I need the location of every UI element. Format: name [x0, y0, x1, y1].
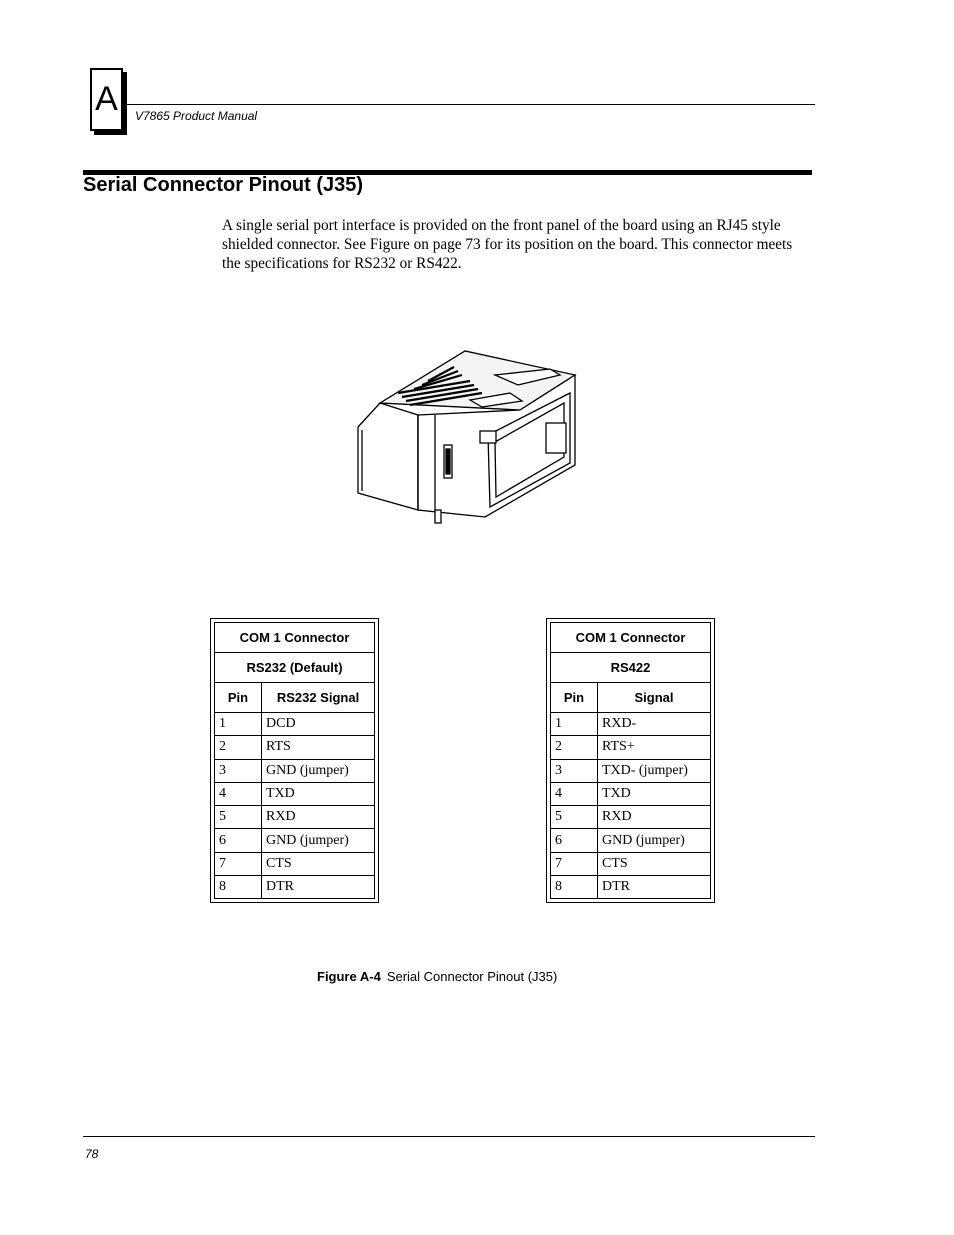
- footer-rule: [83, 1136, 815, 1137]
- table-row: [551, 736, 711, 759]
- signal-cell: GND (jumper): [262, 759, 375, 782]
- rs232-col-pin: Pin: [215, 683, 262, 713]
- signal-cell: RTS: [262, 736, 375, 759]
- table-row: [551, 759, 711, 782]
- pin-cell: 6: [215, 829, 262, 852]
- table-row: [215, 736, 375, 759]
- figure-label: Figure A-4: [317, 969, 381, 984]
- rs232-col-signal: RS232 Signal: [262, 683, 375, 713]
- rs232-table-subtitle: RS232 (Default): [215, 653, 375, 683]
- pin-cell: 4: [551, 782, 598, 805]
- signal-cell: TXD: [262, 782, 375, 805]
- pin-cell: 8: [215, 876, 262, 899]
- signal-cell: DTR: [598, 876, 711, 899]
- table-row: [551, 876, 711, 899]
- table-row: [551, 782, 711, 805]
- pin-cell: 2: [215, 736, 262, 759]
- pin-cell: 8: [551, 876, 598, 899]
- pin-cell: 6: [551, 829, 598, 852]
- section-heading: Serial Connector Pinout (J35): [83, 174, 364, 196]
- pin-cell: 1: [215, 713, 262, 736]
- pin-cell: 4: [215, 782, 262, 805]
- table-row: [551, 806, 711, 829]
- signal-cell: CTS: [598, 852, 711, 875]
- signal-cell: RXD: [262, 806, 375, 829]
- signal-cell: RXD-: [598, 713, 711, 736]
- signal-cell: DCD: [262, 713, 375, 736]
- figure-caption: [317, 969, 557, 984]
- table-row: [551, 829, 711, 852]
- rs232-table-title: COM 1 Connector: [215, 623, 375, 653]
- signal-cell: RTS+: [598, 736, 711, 759]
- rj45-connector-drawing: [350, 345, 580, 525]
- header-rule: [127, 104, 815, 105]
- table-row: [551, 852, 711, 875]
- rs422-table-title: COM 1 Connector: [551, 623, 711, 653]
- table-row: [215, 876, 375, 899]
- pin-cell: 3: [551, 759, 598, 782]
- pin-cell: 3: [215, 759, 262, 782]
- table-row: [215, 713, 375, 736]
- pin-cell: 2: [551, 736, 598, 759]
- pin-cell: 7: [551, 852, 598, 875]
- signal-cell: TXD- (jumper): [598, 759, 711, 782]
- table-row: [215, 829, 375, 852]
- pin-cell: 5: [551, 806, 598, 829]
- table-row: [215, 759, 375, 782]
- rs422-col-signal: Signal: [598, 683, 711, 713]
- manual-title: V7865 Product Manual: [135, 109, 258, 123]
- chapter-tab: A: [90, 68, 123, 131]
- signal-cell: CTS: [262, 852, 375, 875]
- signal-cell: DTR: [262, 876, 375, 899]
- rs422-col-pin: Pin: [551, 683, 598, 713]
- page-number: 78: [85, 1147, 99, 1161]
- table-row: [215, 852, 375, 875]
- intro-paragraph: A single serial port interface is provided on the front panel of the board using an RJ45 style shielded connector. See Figure on page 73 for its position on the board. This connector meets the specifications for RS232 or RS422.: [222, 217, 793, 272]
- table-row: [215, 782, 375, 805]
- signal-cell: TXD: [598, 782, 711, 805]
- pin-cell: 1: [551, 713, 598, 736]
- pin-cell: 5: [215, 806, 262, 829]
- signal-cell: GND (jumper): [598, 829, 711, 852]
- rs422-table-subtitle: RS422: [551, 653, 711, 683]
- table-row: [215, 806, 375, 829]
- signal-cell: RXD: [598, 806, 711, 829]
- rs232-pinout-table: [210, 618, 379, 903]
- pin-cell: 7: [215, 852, 262, 875]
- rs422-pinout-table: [546, 618, 715, 903]
- figure-caption-text: Serial Connector Pinout (J35): [386, 969, 558, 984]
- signal-cell: GND (jumper): [262, 829, 375, 852]
- table-row: [551, 713, 711, 736]
